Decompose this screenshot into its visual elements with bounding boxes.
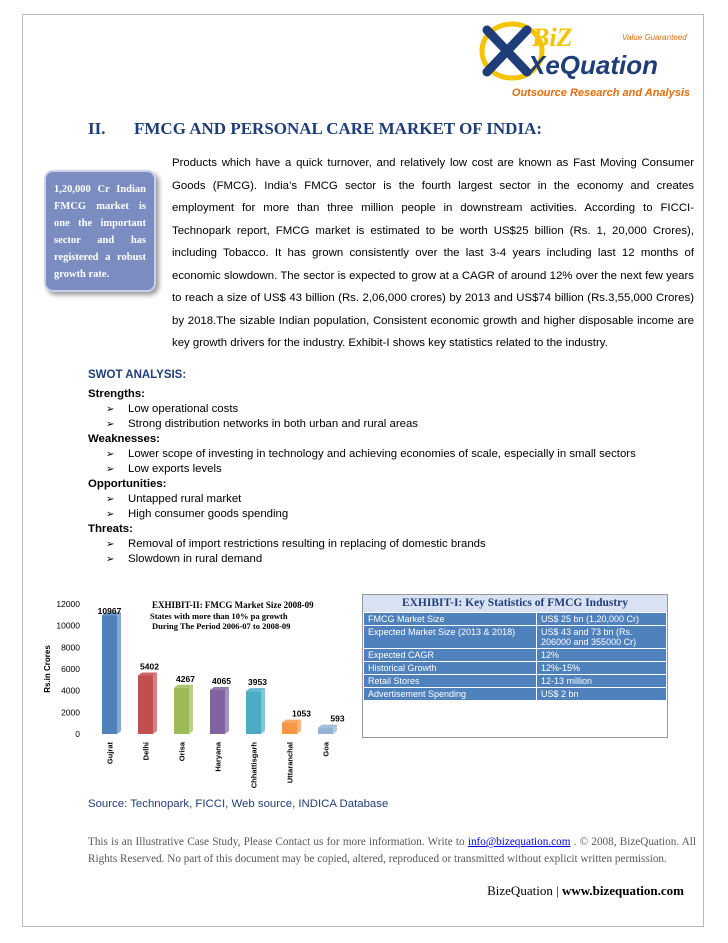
- y-tick-label: 8000: [61, 642, 80, 653]
- data-label: 5402: [140, 661, 159, 672]
- bar: [174, 688, 189, 734]
- y-tick-label: 6000: [61, 664, 80, 674]
- logo-word-top: BiZ: [532, 23, 573, 52]
- strengths-label: Strengths:: [88, 388, 145, 400]
- data-label: 4267: [176, 673, 195, 684]
- bar: [318, 728, 333, 734]
- y-tick-label: 12000: [56, 599, 80, 609]
- bar: [138, 675, 153, 734]
- bar: [282, 723, 297, 734]
- section-title-text: FMCG AND PERSONAL CARE MARKET OF INDIA:: [134, 119, 543, 138]
- bar-side: [189, 685, 193, 734]
- list-item: ➢ Strong distribution networks in both urban and rural areas: [106, 418, 418, 430]
- exhibit1-table: [362, 594, 668, 738]
- opportunities-label: Opportunities:: [88, 478, 167, 490]
- category-label: Gujrat: [105, 742, 115, 765]
- table-row: Expected CAGR 12%: [364, 649, 667, 662]
- y-tick-label: 10000: [56, 620, 80, 631]
- footer-site-link[interactable]: www.bizequation.com: [561, 883, 684, 898]
- swot-list: [88, 387, 698, 567]
- data-label: 3953: [248, 677, 267, 688]
- table-row: Retail Stores 12-13 million: [364, 675, 667, 688]
- section-number: II.: [88, 119, 106, 138]
- threats-label: Threats:: [88, 523, 133, 535]
- arrow-bullet-icon: ➢: [106, 449, 115, 460]
- list-item: ➢ Low exports levels: [106, 463, 222, 475]
- list-item: ➢ Lower scope of investing in technology and achieving economies of scale, especially in small sectors: [106, 448, 636, 460]
- chart-subtitle-line: States with more than 10% pa growth: [150, 611, 288, 621]
- arrow-bullet-icon: ➢: [106, 404, 115, 415]
- arrow-bullet-icon: ➢: [106, 509, 115, 520]
- category-label: Orisa: [177, 742, 187, 762]
- bar: [102, 615, 117, 734]
- category-label: Uttaranchal: [285, 742, 295, 784]
- bar-side: [117, 612, 121, 734]
- disclaimer: This is an Illustrative Case Study, Please Contact us for more information. Write to info@bizequation.com . © 2008, BizeQuation. All Rights Reserved. No part of this document may be copied, altered, reproduced or transmitted without explicit written permission.: [88, 836, 696, 865]
- stats-table: [363, 612, 667, 701]
- y-axis-label: Rs.in Crores: [43, 645, 52, 693]
- list-item: ➢ Removal of import restrictions resulting in replacing of domestic brands: [106, 538, 486, 550]
- data-label: 593: [330, 713, 345, 724]
- arrow-bullet-icon: ➢: [106, 554, 115, 565]
- swot-heading: SWOT ANALYSIS:: [88, 369, 187, 381]
- bar: [210, 690, 225, 734]
- bar: [246, 691, 261, 734]
- market-size-bar-chart: [40, 594, 360, 794]
- arrow-bullet-icon: ➢: [106, 419, 115, 430]
- email-link[interactable]: info@bizequation.com: [467, 836, 571, 848]
- intro-paragraph: Products which have a quick turnover, and relatively low cost are known as Fast Moving Consumer Goods (FMCG). India’s FMCG sector is the fourth largest sector in the economy and creates employment for more than three million people in downstream activities. According to FICCI- Technopark report, FMCG market is estimated to be worth US$25 billion (Rs. 1, 20,000 Crores), including Tobacco. It has grown consistently over the last 3-4 years including last 12 months of economic slowdown. The sector is expected to grow at a CAGR of around 12% over the next few years to reach a size of US$ 43 billion (Rs. 2,06,000 crores) by 2013 and US$74 billion (Rs.3,55,000 Crores) by 2018.The sizable Indian population, Consistent economic growth and higher disposable income are key growth drivers for the industry. Exhibit-I shows key statistics related to the industry.: [172, 157, 694, 349]
- header-tagline: Outsource Research and Analysis: [511, 87, 690, 99]
- arrow-bullet-icon: ➢: [106, 494, 115, 505]
- footer-separator: |: [556, 883, 559, 898]
- data-label: 10967: [97, 606, 122, 616]
- y-tick-label: 0: [75, 729, 80, 739]
- category-label: Delhi: [141, 742, 151, 761]
- arrow-bullet-icon: ➢: [106, 539, 115, 550]
- table-row: Expected Market Size (2013 & 2018) US$ 43 and 73 bn (Rs. 206000 and 355000 Cr): [364, 626, 667, 649]
- data-label: 1053: [292, 708, 311, 719]
- list-item: ➢ High consumer goods spending: [106, 508, 289, 520]
- weaknesses-label: Weaknesses:: [88, 433, 160, 445]
- y-tick-label: 4000: [61, 685, 80, 696]
- source-note: Source: Technopark, FICCI, Web source, INDICA Database: [88, 798, 389, 810]
- category-label: Goa: [321, 742, 331, 757]
- callout-box: 1,20,000 Cr Indian FMCG market is one the important sector and has registered a robust growth rate.: [44, 170, 156, 292]
- y-tick-label: 2000: [61, 707, 80, 718]
- section-title: [88, 119, 542, 139]
- footer: [487, 883, 684, 899]
- bar-side: [261, 688, 265, 734]
- arrow-bullet-icon: ➢: [106, 464, 115, 475]
- bar-side: [225, 687, 229, 734]
- logo-tagline: Value Guaranteed: [622, 33, 687, 42]
- list-item: ➢ Low operational costs: [106, 403, 239, 415]
- footer-brand: BizeQuation: [487, 883, 553, 898]
- exhibit1-title: EXHIBIT-I: Key Statistics of FMCG Industry: [363, 595, 667, 612]
- logo-word-bottom: XeQuation: [528, 50, 659, 80]
- table-row: FMCG Market Size US$ 25 bn (1,20,000 Cr): [364, 613, 667, 626]
- bar-side: [153, 672, 157, 734]
- table-row: Advertisement Spending US$ 2 bn: [364, 688, 667, 701]
- category-label: Haryana: [213, 742, 223, 772]
- list-item: ➢ Slowdown in rural demand: [106, 553, 263, 565]
- data-label: 4065: [212, 675, 231, 686]
- chart-subtitle-line: During The Period 2006-07 to 2008-09: [152, 621, 291, 631]
- chart-title: EXHIBIT-II: FMCG Market Size 2008-09: [152, 600, 314, 610]
- category-label: Chhattisgarh: [249, 742, 259, 789]
- list-item: ➢ Untapped rural market: [106, 493, 242, 505]
- table-row: Historical Growth 12%-15%: [364, 662, 667, 675]
- bizequation-logo: [472, 20, 697, 82]
